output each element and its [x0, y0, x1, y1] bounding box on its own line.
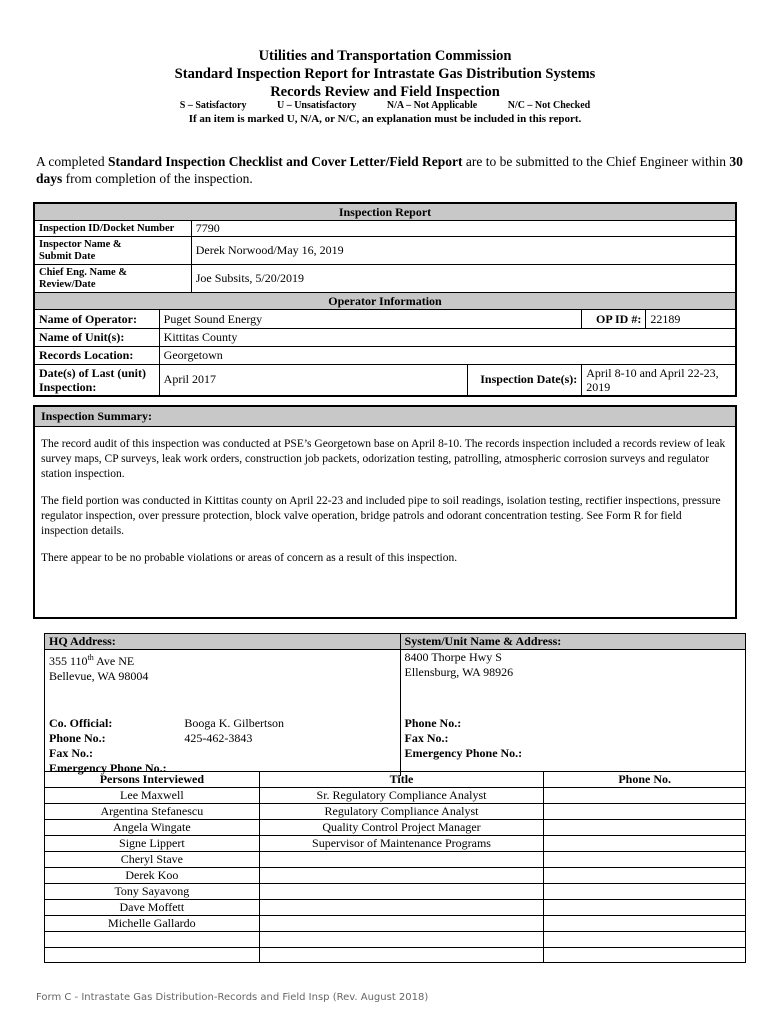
unit-value: Kittitas County — [159, 329, 736, 347]
person-title — [259, 900, 544, 916]
records-location-value: Georgetown — [159, 347, 736, 365]
table-row — [45, 916, 746, 932]
summary-paragraph-2: The field portion was conducted in Kittitas county on April 22-23 and included pipe to soil readings, isolation testing, rectifier inspections, pressure regulator inspection, over pressure protection, block valve operation, bridge patrols and odorant concentration testing. See Form R for field inspection details. — [41, 495, 721, 537]
last-inspection-label-2: Inspection: — [39, 379, 97, 394]
phone-header: Phone No. — [544, 772, 746, 788]
person-title: Sr. Regulatory Compliance Analyst — [259, 788, 544, 804]
legend-nc: N/C – Not Checked — [507, 100, 591, 111]
person-phone — [544, 916, 746, 932]
person-phone — [544, 788, 746, 804]
inspector-value: Derek Norwood/May 16, 2019 — [191, 237, 736, 265]
table-row — [45, 836, 746, 852]
table-row — [45, 884, 746, 900]
inspection-summary-box — [33, 405, 737, 619]
chief-value: Joe Subsits, 5/20/2019 — [191, 265, 736, 293]
inspection-id-label: Inspection ID/Docket Number — [34, 221, 191, 237]
person-name: Signe Lippert — [45, 836, 260, 852]
chief-label-2: Review/Date — [39, 278, 96, 290]
co-official-label: Co. Official: — [49, 716, 113, 730]
intro-bold: Standard Inspection Checklist and Cover Letter/Field Report — [107, 154, 463, 169]
inspector-label — [34, 237, 191, 265]
person-phone — [544, 932, 746, 948]
table-row — [45, 804, 746, 820]
form-footer: Form C - Intrastate Gas Distribution-Records and Field Insp (Rev. August 2018) — [36, 992, 429, 1003]
last-inspection-label-1: Date(s) of Last (unit) — [39, 365, 146, 380]
table-row — [45, 852, 746, 868]
person-title — [259, 916, 544, 932]
intro-pre: A completed — [36, 154, 108, 169]
official-labels — [45, 716, 181, 776]
system-address-label: System/Unit Name & Address: — [400, 634, 745, 650]
intro-mid: are to be submitted to the Chief Engineer within — [462, 154, 730, 169]
last-inspection-value: April 2017 — [159, 365, 467, 396]
operator-name-value: Puget Sound Energy — [159, 310, 582, 329]
table-row — [45, 932, 746, 948]
intro-bold2: 30 days — [36, 154, 743, 186]
fax-label: Fax No.: — [49, 746, 93, 760]
chief-label — [34, 265, 191, 293]
hq-address-label: HQ Address: — [45, 634, 401, 650]
table-row — [45, 868, 746, 884]
person-phone — [544, 868, 746, 884]
system-fax-label: Fax No.: — [404, 731, 449, 745]
person-name: Angela Wingate — [45, 820, 260, 836]
explanation-note: If an item is marked U, N/A, or N/C, an explanation must be included in this report. — [188, 113, 582, 125]
operator-info-title: Operator Information — [34, 293, 736, 310]
table-row — [45, 788, 746, 804]
last-inspection-label — [34, 365, 159, 396]
emergency-phone-label: Emergency Phone No.: — [49, 761, 167, 775]
persons-interviewed-table — [44, 771, 746, 963]
legend-u: U – Unsatisfactory — [276, 100, 357, 111]
person-name: Dave Moffett — [45, 900, 260, 916]
hq-street-number: 355 110 — [49, 654, 88, 668]
unit-label: Name of Unit(s): — [34, 329, 159, 347]
person-phone — [544, 820, 746, 836]
table-row — [45, 820, 746, 836]
title-subtitle: Records Review and Field Inspection — [270, 84, 500, 100]
system-emergency-label: Emergency Phone No.: — [404, 746, 523, 760]
inspection-dates-1: April 8-10 and April 22-23, — [586, 365, 719, 380]
table-row — [45, 900, 746, 916]
official-values — [180, 716, 400, 776]
person-title: Supervisor of Maintenance Programs — [259, 836, 544, 852]
person-title: Quality Control Project Manager — [259, 820, 544, 836]
person-name: Lee Maxwell — [45, 788, 260, 804]
hq-address-line-1 — [49, 650, 396, 669]
hq-address-block — [45, 650, 401, 717]
person-phone — [544, 836, 746, 852]
opid-value: 22189 — [646, 310, 736, 329]
legend-s: S – Satisfactory — [179, 100, 247, 111]
phone-label: Phone No.: — [49, 731, 106, 745]
summary-paragraph-3: There appear to be no probable violations or areas of concern as a result of this inspection. — [41, 552, 458, 564]
person-name — [45, 932, 260, 948]
co-official-value: Booga K. Gilbertson — [184, 716, 285, 730]
person-name: Argentina Stefanescu — [45, 804, 260, 820]
person-name: Cheryl Stave — [45, 852, 260, 868]
inspector-label-2: Submit Date — [39, 250, 96, 262]
person-title — [259, 868, 544, 884]
inspection-summary-title: Inspection Summary: — [35, 407, 735, 427]
person-name — [45, 947, 260, 963]
inspection-dates-label: Inspection Date(s): — [468, 365, 582, 396]
persons-header: Persons Interviewed — [45, 772, 260, 788]
hq-address-line-2: Bellevue, WA 98004 — [49, 669, 149, 683]
hq-street-suffix: th — [87, 653, 94, 662]
person-name: Tony Sayavong — [45, 884, 260, 900]
person-name: Michelle Gallardo — [45, 916, 260, 932]
system-address-line-1: 8400 Thorpe Hwy S — [404, 650, 502, 664]
person-title: Regulatory Compliance Analyst — [259, 804, 544, 820]
person-title — [259, 932, 544, 948]
records-location-label: Records Location: — [34, 347, 159, 365]
inspector-label-1: Inspector Name & — [39, 238, 122, 250]
system-address-block — [400, 650, 745, 717]
system-address-line-2: Ellensburg, WA 98926 — [404, 665, 514, 679]
inspection-dates-value — [582, 365, 736, 396]
intro-post: from completion of the inspection. — [62, 171, 253, 186]
person-name: Derek Koo — [45, 868, 260, 884]
person-title — [259, 852, 544, 868]
person-title — [259, 884, 544, 900]
person-phone — [544, 900, 746, 916]
person-phone — [544, 852, 746, 868]
table-row — [45, 947, 746, 963]
system-contact-labels — [400, 716, 745, 776]
inspection-report-title: Inspection Report — [34, 203, 736, 221]
legend-na: N/A – Not Applicable — [386, 100, 478, 111]
person-phone — [544, 947, 746, 963]
title-commission: Utilities and Transportation Commission — [258, 48, 512, 64]
inspection-id-value: 7790 — [191, 221, 736, 237]
system-phone-label: Phone No.: — [404, 716, 462, 730]
hq-street-name: Ave NE — [93, 654, 135, 668]
inspection-dates-2: 2019 — [586, 379, 611, 394]
intro-paragraph — [36, 153, 746, 187]
opid-label: OP ID #: — [582, 310, 646, 329]
chief-label-1: Chief Eng. Name & — [39, 266, 128, 278]
summary-paragraph-1: The record audit of this inspection was conducted at PSE’s Georgetown base on April 8-10. The records inspection included a records review of leak survey maps, CP surveys, leak work orders, construction job packets, odorization testing, patrolling, atmospheric corrosion surveys and regulator station inspection. — [41, 438, 726, 480]
person-phone — [544, 804, 746, 820]
operator-name-label: Name of Operator: — [34, 310, 159, 329]
person-phone — [544, 884, 746, 900]
phone-value: 425-462-3843 — [184, 731, 253, 745]
title-header: Title — [259, 772, 544, 788]
rating-legend — [0, 100, 770, 111]
inspection-report-table — [33, 202, 737, 397]
title-report: Standard Inspection Report for Intrastate Gas Distribution Systems — [174, 66, 596, 82]
person-title — [259, 947, 544, 963]
address-table — [44, 633, 746, 776]
